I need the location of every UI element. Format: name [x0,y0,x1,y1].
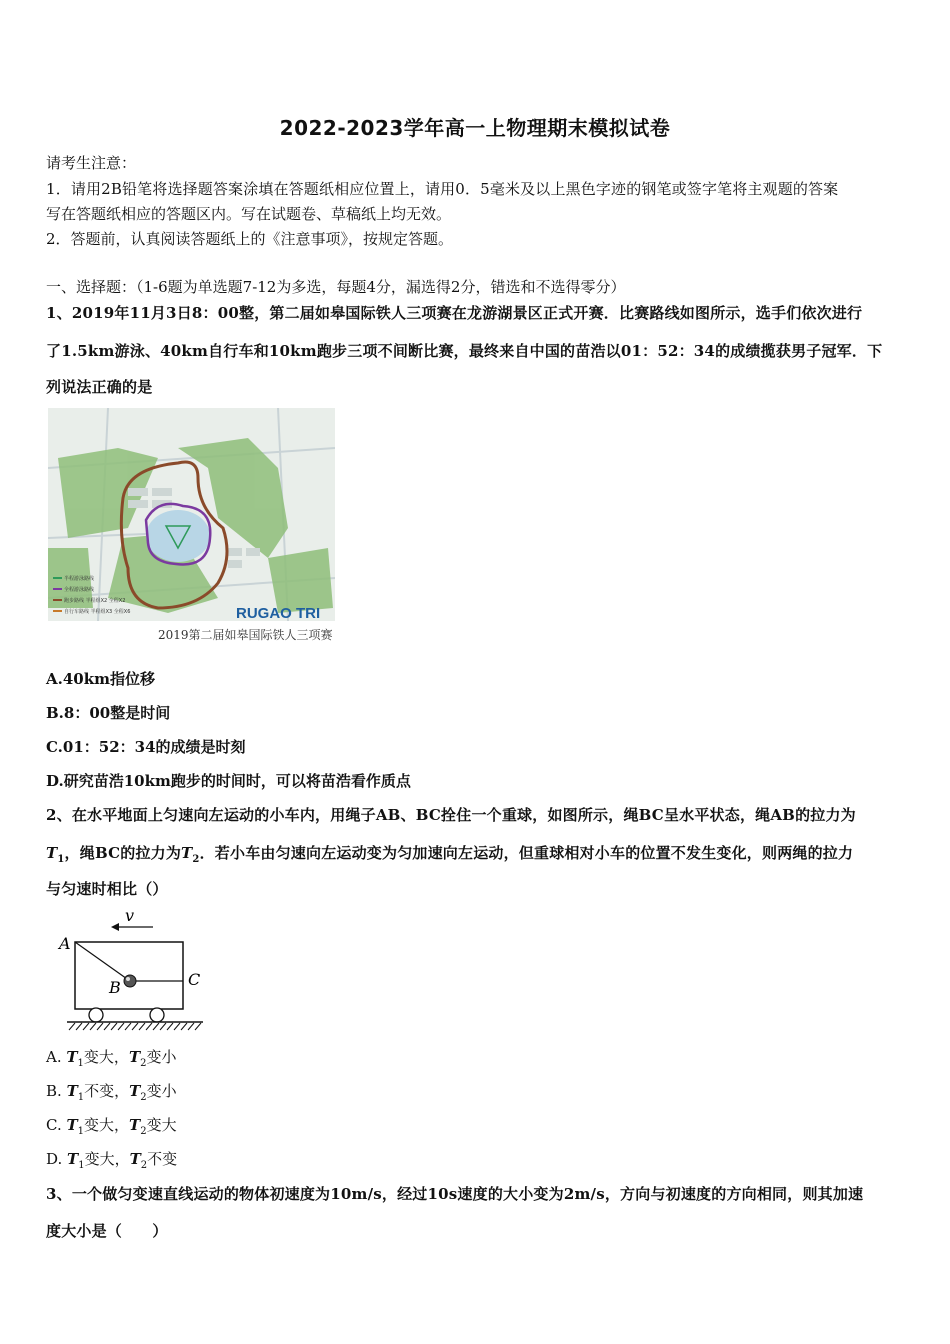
q2-line-3: 与匀速时相比（） [46,880,168,898]
label-c: C [188,970,201,989]
q1-line-2: 了1.5km游泳、40km自行车和10km跑步三项不间断比赛，最终来自中国的苗浩以01：52：34的成绩揽获男子冠军．下 [46,342,883,360]
t1-symbol: T [66,1116,78,1134]
q2-option-d-t2: 不变 [147,1150,178,1168]
q1-option-c: C.01：52：34的成绩是时刻 [46,738,246,756]
t2-subscript: 2 [140,1058,147,1069]
t1-symbol: T [66,1048,78,1066]
t2-symbol: T [128,1048,141,1066]
q1-option-d: D.研究苗浩10km跑步的时间时，可以将苗浩看作质点 [46,772,411,790]
page-title: 2022-2023学年高一上物理期末模拟试卷 [279,116,671,140]
q1-line-3: 列说法正确的是 [46,378,153,396]
q2-option-a-t2: 变小 [146,1048,177,1066]
q2-option-c-t2: 变大 [146,1116,177,1134]
t2-symbol: T [129,1082,141,1100]
t1-symbol: T [46,844,58,862]
q1-option-b: B.8：00整是时间 [46,704,171,722]
q2-option-b [46,1080,177,1103]
t1-subscript: 1 [78,1160,85,1171]
cart-figure [55,905,220,1035]
q2-option-b-t2: 变小 [146,1082,177,1100]
q2-option-d-t1: 变大， [84,1150,130,1168]
q3-line-1: 3、一个做匀变速直线运动的物体初速度为10m/s，经过10s速度的大小变为2m/s，方向与初速度的方向相同，则其加速 [46,1185,864,1203]
t1-subscript: 1 [77,1092,85,1103]
t1-subscript: 1 [77,1058,84,1069]
notice-item-1: 1．请用2B铅笔将选择题答案涂填在答题纸相应位置上，请用0．5毫米及以上黑色字迹的钢笔或签字笔将主观题的答案 [46,180,839,198]
q2-line-2-part-d: ．若小车由匀速向左运动变为匀加速向左运动，但重球相对小车的位置不发生变化，则两绳的拉力 [199,844,854,862]
t2-symbol: T [181,844,193,862]
q2-option-a-t1: 变大， [83,1048,129,1066]
t2-subscript: 2 [140,1126,147,1137]
q2-option-b-t1: 不变， [84,1082,130,1100]
t1-subscript: 1 [77,1126,85,1137]
q2-option-a-prefix: A. [46,1048,67,1066]
q2-line-2 [46,842,853,865]
section-heading: 一、选择题：（1-6题为单选题7-12为多选，每题4分，漏选得2分，错选和不选得零分） [46,278,626,296]
q2-option-c-prefix: C. [46,1116,67,1134]
q2-option-d [46,1148,177,1171]
t2-subscript: 2 [140,1160,148,1171]
t2-subscript: 2 [140,1092,147,1103]
q2-line-1: 2、在水平地面上匀速向左运动的小车内，用绳子AB、BC拴住一个重球，如图所示，绳BC呈水平状态，绳AB的拉力为 [46,806,856,824]
q2-option-a [46,1046,177,1069]
notice-item-1-cont: 写在答题纸相应的答题区内。写在试题卷、草稿纸上均无效。 [46,205,452,223]
t2-symbol: T [129,1116,141,1134]
route-map-image [48,408,335,621]
t1-symbol: T [67,1150,79,1168]
q2-option-d-prefix: D. [46,1150,68,1168]
label-a: A [59,934,71,953]
q2-option-b-prefix: B. [46,1082,67,1100]
t1-subscript: 1 [57,854,65,865]
q2-line-2-part-b: ，绳BC的拉力为 [64,844,182,862]
notice-item-2: 2．答题前，认真阅读答题纸上的《注意事项》，按规定答题。 [46,230,454,248]
map-caption: 2019第二届如皋国际铁人三项赛 [158,628,333,642]
t2-symbol: T [129,1150,141,1168]
map-legend-3: 跑步路线 半程组X2 全程X2 [64,598,126,604]
map-legend-2: 全程游泳路线 [64,587,95,593]
t1-symbol: T [66,1082,78,1100]
q1-option-a: A.40km指位移 [46,670,155,688]
t2-subscript: 2 [192,854,200,865]
q3-line-2: 度大小是（ ） [46,1222,168,1240]
map-legend-1: 半程游泳路线 [64,576,95,582]
label-b: B [109,978,121,997]
map-logo: RUGAO TRI [236,605,321,621]
velocity-label: v [125,906,135,925]
q1-line-1: 1、2019年11月3日8：00整，第二届如皋国际铁人三项赛在龙游湖景区正式开赛．比赛路线如图所示，选手们依次进行 [46,304,863,322]
map-legend-4: 自行车路线 半程组X3 全程X6 [64,609,131,615]
q2-option-c-t1: 变大， [84,1116,130,1134]
q2-option-c [46,1114,177,1137]
notice-heading: 请考生注意： [46,154,137,172]
